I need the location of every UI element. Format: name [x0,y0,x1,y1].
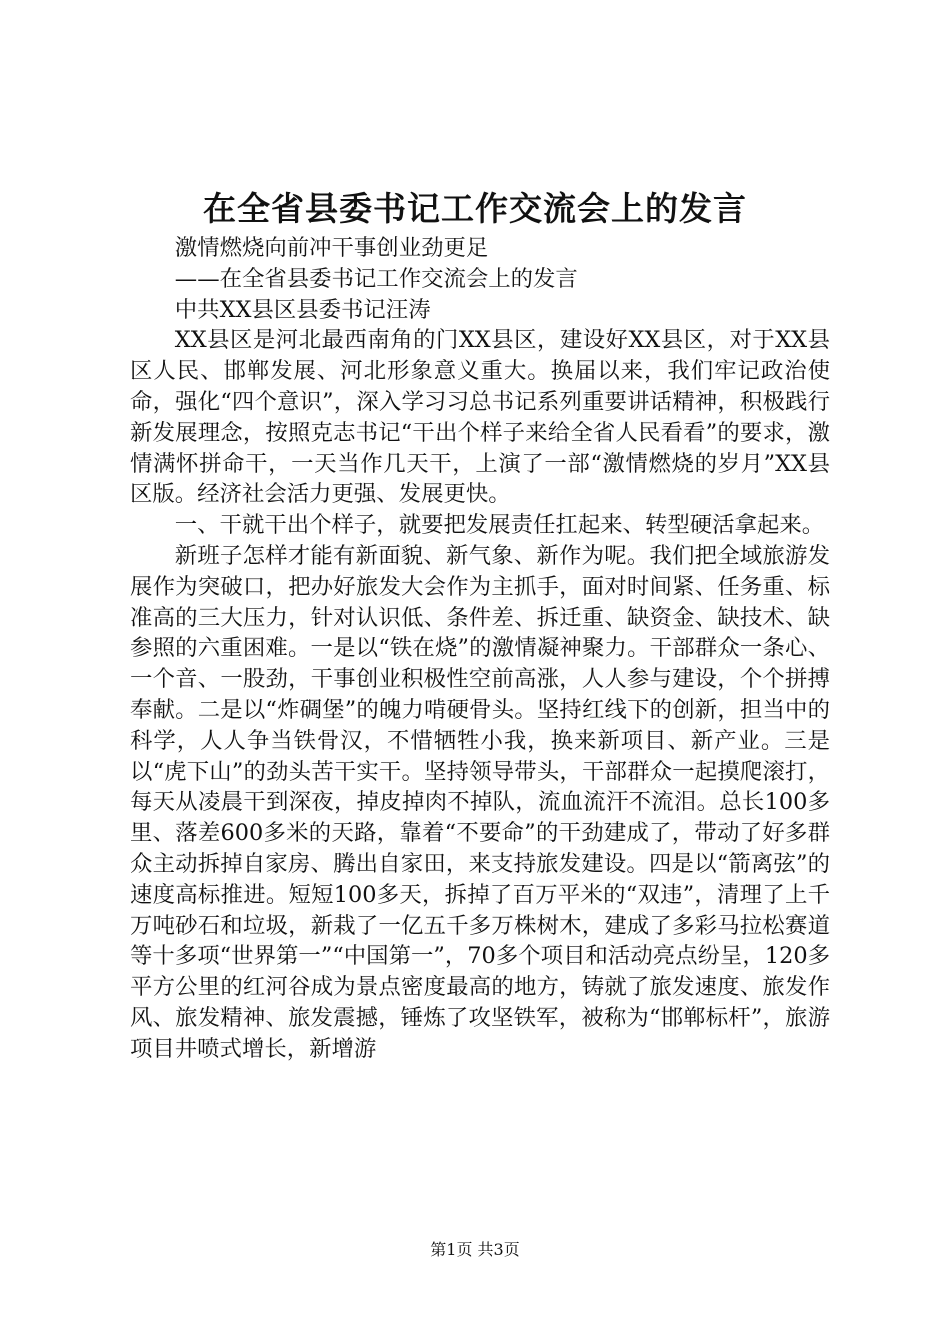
body-paragraph: XX县区是河北最西南角的门XX县区，建设好XX县区，对于XX县区人民、邯郸发展、河北形象意义重大。换届以来，我们牢记政治使命，强化“四个意识”，深入学习习总书记系列重要讲话精神，积极践行新发展理念，按照克志书记“干出个样子来给全省人民看看”的要求，激情满怀拼命干，一天当作几天干，上演了一部“激情燃烧的岁月”XX县区版。经济社会活力更强、发展更快。 [130,327,830,508]
author-line: 中共XX县区县委书记汪涛 [174,296,431,323]
body-paragraph: 新班子怎样才能有新面貌、新气象、新作为呢。我们把全域旅游发展作为突破口，把办好旅发大会作为主抓手，面对时间紧、任务重、标准高的三大压力，针对认识低、条件差、拆迁重、缺资金、缺技术、缺参照的六重困难。一是以“铁在烧”的激情凝神聚力。干部群众一条心、一个音、一股劲，干事创业积极性空前高涨，人人参与建设，个个拼搏奉献。二是以“炸碉堡”的魄力啃硬骨头。坚持红线下的创新，担当中的科学，人人争当铁骨汉，不惜牺牲小我，换来新项目、新产业。三是以“虎下山”的劲头苦干实干。坚持领导带头，干部群众一起摸爬滚打，每天从凌晨干到深夜，掉皮掉肉不掉队，流血流汗不流泪。总长100多里、落差600多米的天路，靠着“不要命”的干劲建成了，带动了好多群众主动拆掉自家房、腾出自家田，来支持旅发建设。四是以“箭离弦”的速度高标推进。短短100多天，拆掉了百万平米的“双违”，清理了上千万吨砂石和垃圾，新栽了一亿五千多万株树木，建成了多彩马拉松赛道等十多项“世界第一”“中国第一”，70多个项目和活动亮点纷呈，120多平方公里的红河谷成为景点密度最高的地方，铸就了旅发速度、旅发作风、旅发精神、旅发震撼，锤炼了攻坚铁军，被称为“邯郸标杆”，旅游项目井喷式增长，新增游 [130,542,830,1062]
document-body [130,233,830,1065]
subtitle-line: 激情燃烧向前冲干事创业劲更足 [174,235,489,261]
page-footer: 第1页 共3页 [430,1240,520,1259]
document-title: 在全省县委书记工作交流会上的发言 [203,189,747,228]
subtitle-line: ——在全省县委书记工作交流会上的发言 [174,265,578,292]
section-heading: 一、干就干出个样子，就要把发展责任扛起来、转型硬活拿起来。 [174,512,825,539]
